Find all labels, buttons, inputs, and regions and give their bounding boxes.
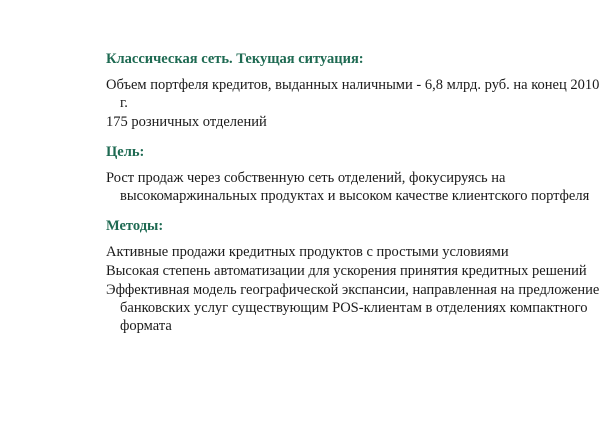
section-methods	[106, 217, 606, 335]
slide-content	[106, 50, 606, 335]
section-heading: Классическая сеть. Текущая ситуация:	[106, 51, 364, 67]
section-heading: Цель:	[106, 144, 145, 160]
list-item: 175 розничных отделений	[106, 114, 267, 130]
list-item: Высокая степень автоматизации для ускорения принятия кредитных решений	[106, 263, 587, 279]
list-item: Активные продажи кредитных продуктов с простыми условиями	[106, 244, 509, 260]
section-goal	[106, 143, 606, 205]
list-item: Эффективная модель географической экспансии, направленная на предложение банковских услуг существующим POS-клиентам в отделениях компактного формата	[106, 282, 600, 334]
list-item: Рост продаж через собственную сеть отделений, фокусируясь на высокомаржинальных продуктах и высоком качестве клиентского портфеля	[106, 170, 590, 204]
list-item: Объем портфеля кредитов, выданных наличными - 6,8 млрд. руб. на конец 2010 г.	[106, 77, 600, 111]
section-current-situation	[106, 50, 606, 131]
section-heading: Методы:	[106, 218, 164, 234]
